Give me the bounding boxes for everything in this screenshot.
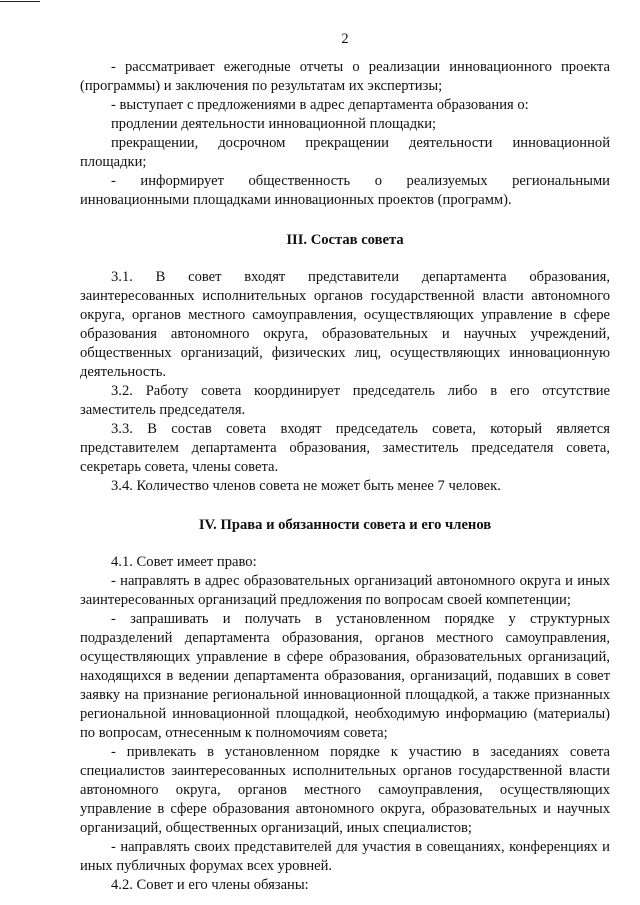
- page-number: 2: [341, 31, 349, 47]
- section-4-paragraph: - запрашивать и получать в установленном порядке у структурных подразделений департамента образования, органов местного самоуправления, осуществляющих управление в сфере образования, образовательных организаций, находящихся в ведении департамента образования, организаций, подавших в совет заявку на признание региональной инновационной площадкой, а также признанных региональной инновационной площадкой, необходимую информацию (материалы) по вопросам, отнесенным к полномочиям совета;: [80, 611, 610, 741]
- section-4-paragraph: - направлять своих представителей для участия в совещаниях, конференциях и иных публичных форумах всех уровней.: [80, 839, 610, 874]
- section-3-title: III. Состав совета: [286, 232, 404, 248]
- intro-paragraph: - выступает с предложениями в адрес департамента образования о:: [111, 97, 529, 113]
- scan-corner-mark: [0, 1, 40, 2]
- document-page: [80, 30, 610, 895]
- section-4-title: IV. Права и обязанности совета и его членов: [198, 517, 492, 533]
- intro-paragraph: прекращении, досрочном прекращении деятельности инновационной площадки;: [80, 135, 610, 170]
- section-3-paragraph: 3.2. Работу совета координирует председатель либо в его отсутствие заместитель председателя.: [80, 383, 610, 418]
- section-3-paragraph: 3.1. В совет входят представители департамента образования, заинтересованных исполнительных органов государственной власти автономного округа, органов местного самоуправления, осуществляющих управление в сфере образования автономного округа, образовательных и научных учреждений, общественных организаций, физических лиц, осуществляющих инновационную деятельность.: [80, 269, 610, 380]
- intro-paragraph: - рассматривает ежегодные отчеты о реализации инновационного проекта (программы) и заключения по результатам их экспертизы;: [80, 59, 610, 94]
- section-3-body: [80, 268, 610, 496]
- section-4-paragraph: - направлять в адрес образовательных организаций автономного округа и иных заинтересованных организаций предложения по вопросам своей компетенции;: [80, 573, 610, 608]
- intro-paragraph: продлении деятельности инновационной площадки;: [111, 116, 437, 132]
- section-3-paragraph: 3.3. В состав совета входят председатель совета, который является представителем департамента образования, заместитель председателя совета, секретарь совета, члены совета.: [80, 421, 610, 475]
- section-3-paragraph: 3.4. Количество членов совета не может быть менее 7 человек.: [111, 478, 501, 494]
- intro-paragraph: - информирует общественность о реализуемых региональными инновационными площадками инновационных проектов (программ).: [80, 173, 610, 208]
- section-4-paragraph: 4.2. Совет и его члены обязаны:: [111, 877, 309, 893]
- section-4-body: [80, 553, 610, 895]
- section-4-paragraph: - привлекать в установленном порядке к участию в заседаниях совета специалистов заинтересованных исполнительных органов государственной власти автономного округа, органов местного самоуправления, осуществляющих управление в сфере образования автономного округа, образовательных и научных организаций, общественных организаций, иных специалистов;: [80, 744, 610, 836]
- section-4-paragraph: 4.1. Совет имеет право:: [111, 554, 257, 570]
- intro-block: [80, 58, 610, 210]
